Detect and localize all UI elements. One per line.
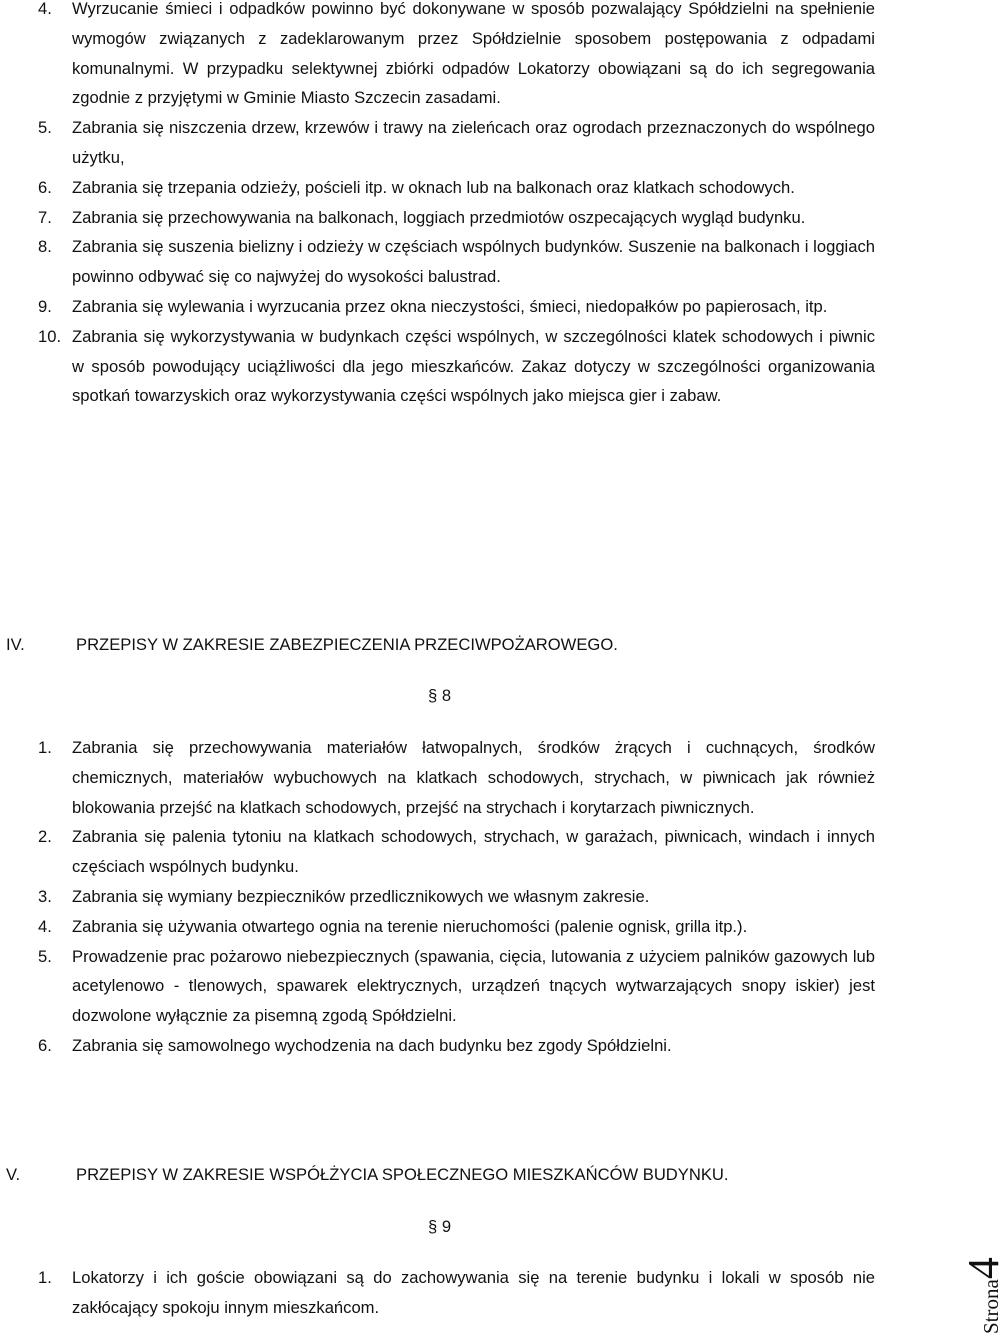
list-item	[0, 0, 875, 113]
item-number: 6.	[38, 1035, 52, 1055]
page-number: 4	[959, 1257, 1008, 1280]
section-number: IV.	[6, 635, 25, 654]
paragraph-mark: § 8	[428, 686, 452, 705]
list-item	[0, 203, 875, 233]
paragraph-mark: § 9	[428, 1217, 452, 1236]
item-number: 8.	[38, 237, 52, 257]
section-title: PRZEPISY W ZAKRESIE ZABEZPIECZENIA PRZECIWPOŻAROWEGO.	[76, 635, 618, 654]
item-number: 4.	[38, 916, 52, 936]
item-text: Zabrania się trzepania odzieży, pościeli itp. w oknach lub na balkonach oraz klatkach schodowych.	[72, 177, 795, 197]
list-item	[0, 1263, 875, 1323]
item-number: 9.	[38, 296, 52, 316]
item-text: Zabrania się suszenia bielizny i odzieży w częściach wspólnych budynków. Suszenie na balkonach i loggiach powinno odbywać się co najwyżej do wysokości balustrad.	[72, 237, 875, 287]
item-number: 1.	[38, 1268, 52, 1287]
list-item	[0, 912, 875, 942]
fire-safety-list	[0, 733, 875, 1061]
page-label: Strona	[979, 1279, 1003, 1334]
item-text: Prowadzenie prac pożarowo niebezpiecznych (spawania, cięcia, lutowania z użyciem palników gazowych lub acetylenowo - tlenowych, spawarek elektrycznych, urządzeń tnących wytwarzających snopy iskier) jest dozwolone wyłącznie za pisemną zgodą Spółdzielni.	[72, 946, 875, 1026]
section-heading-v	[0, 1160, 900, 1190]
item-number: 7.	[38, 207, 52, 227]
list-item	[0, 733, 875, 822]
item-text: Zabrania się przechowywania materiałów łatwopalnych, środków żrących i cuchnących, środków chemicznych, materiałów wybuchowych na klatkach schodowych, strychach, w piwnicach jak również blokowania przejść na klatkach schodowych, przejść na strychach i korytarzach piwnicznych.	[72, 738, 875, 817]
item-text: Zabrania się niszczenia drzew, krzewów i trawy na zieleńcach oraz ogrodach przeznaczonych do wspólnego użytku,	[72, 118, 875, 167]
item-number: 1.	[38, 738, 52, 757]
item-number: 4.	[38, 0, 52, 18]
section-heading-iv	[0, 630, 900, 660]
item-text: Zabrania się wymiany bezpieczników przedlicznikowych we własnym zakresie.	[72, 886, 650, 906]
list-item	[0, 232, 875, 292]
list-item	[0, 113, 875, 173]
list-item	[0, 942, 875, 1031]
item-number: 2.	[38, 827, 52, 847]
item-text: Zabrania się wylewania i wyrzucania przez okna nieczystości, śmieci, niedopałków po papierosach, itp.	[72, 296, 828, 316]
item-text: Wyrzucanie śmieci i odpadków powinno być dokonywane w sposób pozwalający Spółdzielni na spełnienie wymogów związanych z zadeklarowanym przez Spółdzielnie sposobem postępowania z odpadami komunalnymi. W przypadku selektywnej zbiórki odpadów Lokatorzy obowiązani są do ich segregowania zgodnie z przyjętymi w Gminie Miasto Szczecin zasadami.	[72, 0, 875, 108]
item-text: Zabrania się używania otwartego ognia na terenie nieruchomości (palenie ognisk, grilla itp.).	[72, 916, 748, 936]
social-rules-list	[0, 1263, 875, 1323]
section-title: PRZEPISY W ZAKRESIE WSPÓŁŻYCIA SPOŁECZNEGO MIESZKAŃCÓW BUDYNKU.	[76, 1165, 729, 1184]
page-number-footer	[918, 1238, 1008, 1334]
item-number: 10.	[38, 326, 62, 346]
list-item	[0, 1031, 875, 1061]
rules-list-top	[0, 0, 875, 411]
list-item	[0, 292, 875, 322]
item-text: Zabrania się wykorzystywania w budynkach części wspólnych, w szczególności klatek schodowych i piwnic w sposób powodujący uciążliwości dla jego mieszkańców. Zakaz dotyczy w szczególności organizowania spotkań towarzyskich oraz wykorzystywania części wspólnych jako miejsca gier i zabaw.	[72, 326, 875, 406]
list-item	[0, 882, 875, 912]
item-number: 5.	[38, 946, 52, 966]
list-item	[0, 173, 875, 203]
list-item	[0, 322, 875, 411]
section-number: V.	[6, 1165, 21, 1184]
item-text: Zabrania się palenia tytoniu na klatkach schodowych, strychach, w garażach, piwnicach, windach i innych częściach wspólnych budynku.	[72, 827, 875, 877]
item-number: 3.	[38, 886, 52, 906]
item-text: Lokatorzy i ich goście obowiązani są do zachowywania się na terenie budynku i lokali w sposób nie zakłócający spokoju innym mieszkańcom.	[72, 1268, 875, 1317]
item-number: 5.	[38, 118, 52, 138]
item-number: 6.	[38, 177, 52, 197]
item-text: Zabrania się samowolnego wychodzenia na dach budynku bez zgody Spółdzielni.	[72, 1035, 672, 1055]
item-text: Zabrania się przechowywania na balkonach, loggiach przedmiotów oszpecających wygląd budynku.	[72, 207, 806, 227]
list-item	[0, 822, 875, 882]
